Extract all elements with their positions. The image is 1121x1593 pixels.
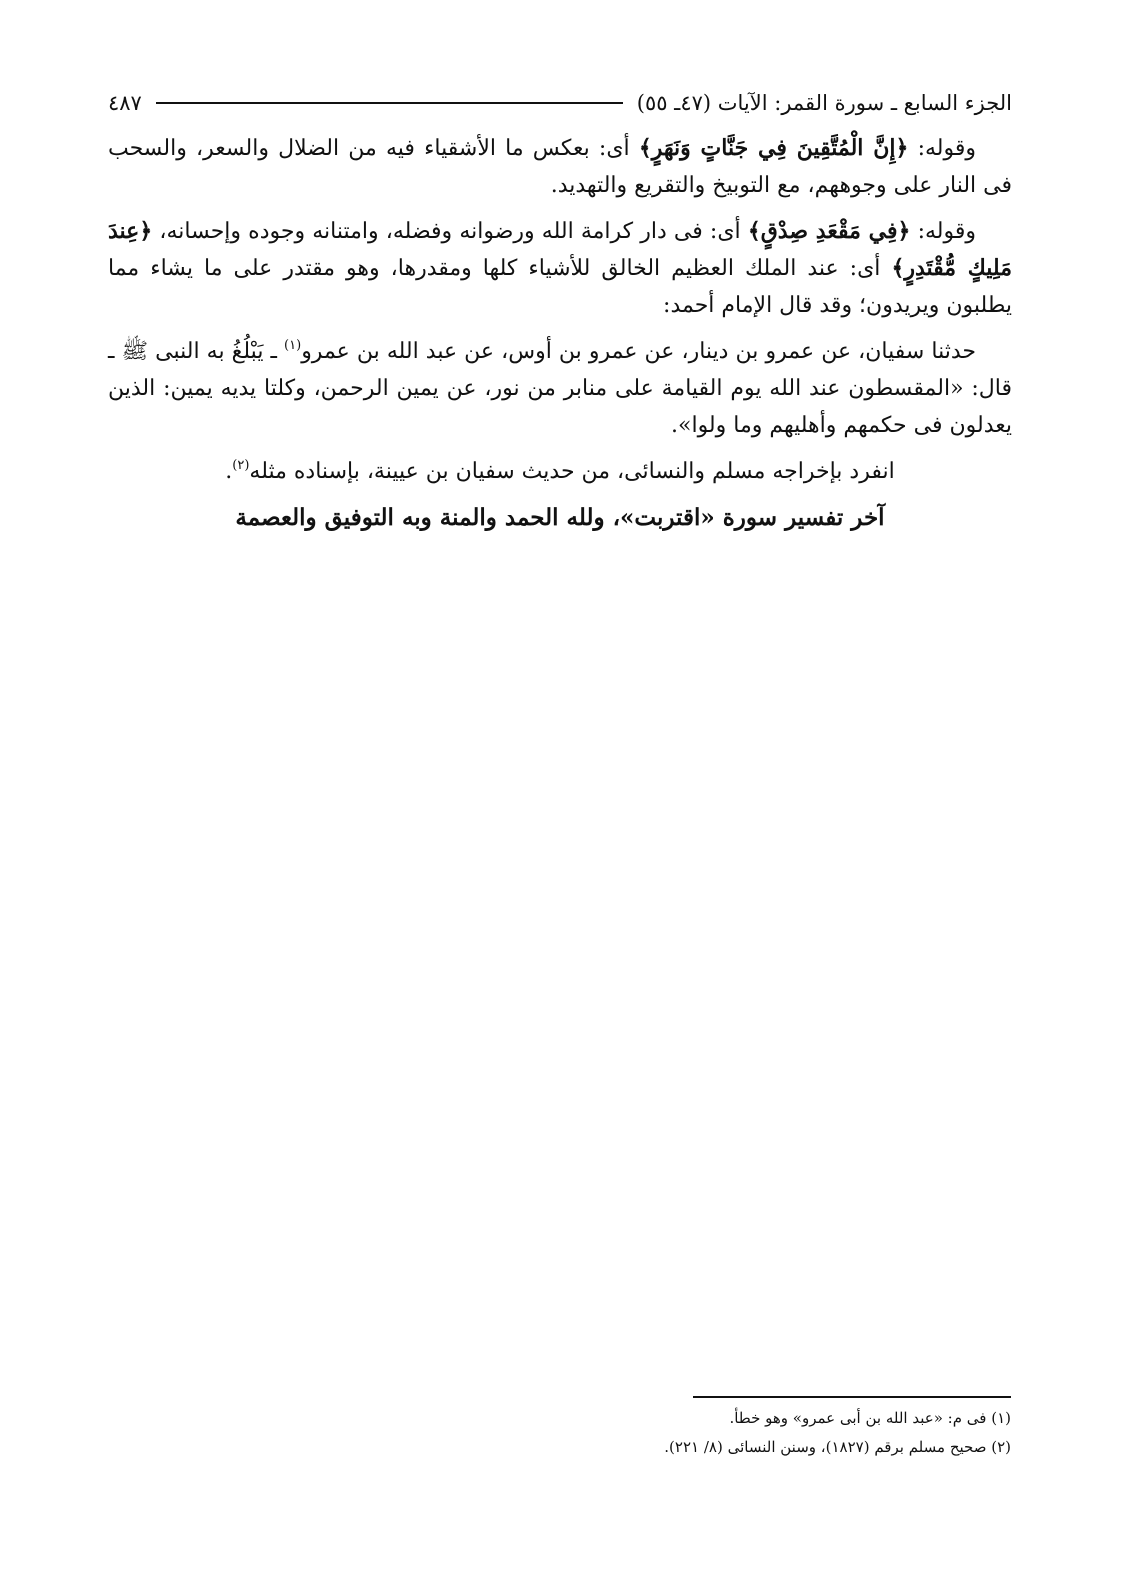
footnote-2: (٢) صحيح مسلم برقم (١٨٢٧)، وسنن النسائى (٨/ ٢٢١). [664,1438,1011,1456]
hadith-text: ـ يَبْلُغُ به النبى ﷺ ـ قال: «المقسطون عند الله يوم القيامة على منابر من نور، عن يمين الرحمن، وكلتا يديه يمين: الذين يعدلون فى حكمهم وأهليهم وما ولوا». [108,339,1012,438]
quran-verse: ﴿فِي مَقْعَدِ صِدْقٍ﴾ [747,218,911,244]
hadith-chain: حدثنا سفيان، عن عمرو بن دينار، عن عمرو بن أوس، عن عبد الله بن عمرو [301,339,977,364]
page-number: ٤٨٧ [108,91,142,115]
footnote-rule [693,1396,1011,1398]
paragraph-2-text: أى: فى دار كرامة الله ورضوانه وفضله، وامتنانه وجوده وإحسانه، [152,219,748,244]
footnote-ref-2: (٢) [232,458,250,473]
footnote-ref-1: (١) [284,338,302,353]
closing-line: آخر تفسير سورة «اقتربت»، ولله الحمد والمنة وبه التوفيق والعصمة [235,504,885,531]
paragraph-2-text-end: أى: عند الملك العظيم الخالق للأشياء كلها ومقدرها، وهو مقتدر على ما يشاء مما يطلبون ويريدون؛ وقد قال الإمام أحمد: [108,256,1012,318]
quran-verse: ﴿إِنَّ الْمُتَّقِينَ فِي جَنَّاتٍ وَنَهَرٍ﴾ [638,135,909,161]
header-rule [156,102,623,104]
footnotes [107,1404,1011,1462]
paragraph-1-text: أى: بعكس ما الأشقياء فيه من الضلال والسعر، والسحب فى النار على وجوههم، مع التوبيخ والتقريع والتهديد. [108,136,1012,198]
paragraph-2 [108,213,1012,324]
main-text [108,130,1012,536]
paragraph-1-lead: وقوله: [908,136,976,161]
paragraph-2-lead: وقوله: [910,219,976,244]
footnote-1: (١) فى م: «عبد الله بن أبى عمرو» وهو خطأ. [729,1409,1011,1427]
quran-verse: ﴿عِندَ مَلِيكٍ مُّقْتَدِرٍ﴾ [108,218,1012,281]
paragraph-4-end: . [225,459,233,484]
paragraph-4-text: انفرد بإخراجه مسلم والنسائى، من حديث سفيان بن عيينة، بإسناده مثله [249,459,895,484]
paragraph-3 [108,333,1012,444]
paragraph-1 [108,130,1012,204]
running-header [108,86,1012,120]
header-title: الجزء السابع ـ سورة القمر: الآيات (٤٧ـ ٥٥) [636,91,1012,115]
paragraph-4 [108,453,1012,490]
